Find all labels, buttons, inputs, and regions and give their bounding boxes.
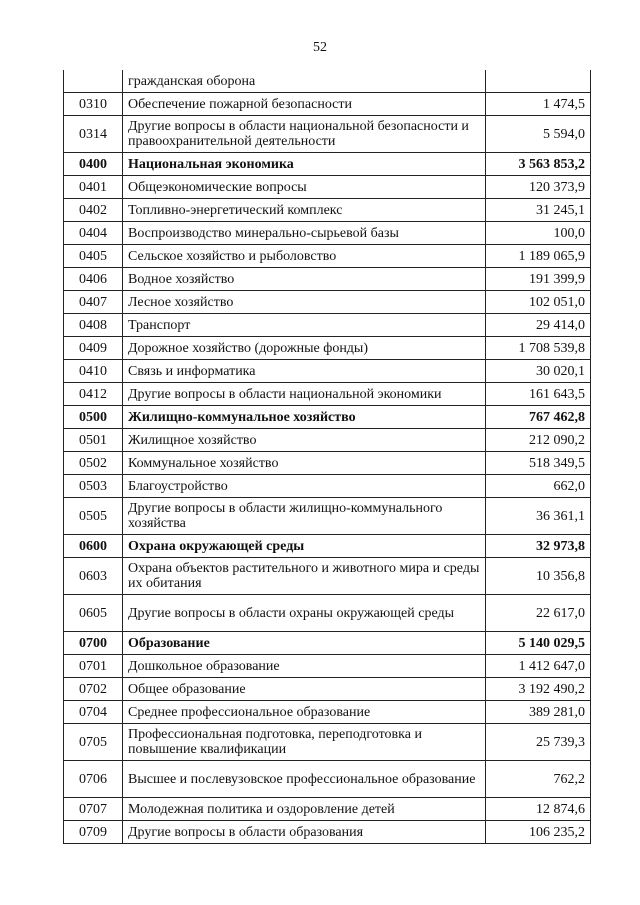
budget-code-cell: 0600: [64, 535, 123, 558]
budget-code-cell: 0603: [64, 558, 123, 595]
expense-name-cell: Сельское хозяйство и рыболовство: [123, 245, 486, 268]
budget-code-cell: 0401: [64, 176, 123, 199]
table-row: [64, 701, 591, 724]
amount-cell: 100,0: [486, 222, 591, 245]
amount-cell: 191 399,9: [486, 268, 591, 291]
budget-code-cell: [64, 70, 123, 93]
table-row: [64, 724, 591, 761]
budget-table: [63, 70, 591, 844]
amount-cell: 212 090,2: [486, 429, 591, 452]
amount-cell: 662,0: [486, 475, 591, 498]
expense-name-cell: Высшее и послевузовское профессиональное образование: [123, 761, 486, 798]
amount-cell: 161 643,5: [486, 383, 591, 406]
table-row: [64, 360, 591, 383]
table-row: [64, 291, 591, 314]
expense-name-cell: Жилищно-коммунальное хозяйство: [123, 406, 486, 429]
budget-code-cell: 0605: [64, 595, 123, 632]
expense-name-cell: Национальная экономика: [123, 153, 486, 176]
expense-name-cell: Связь и информатика: [123, 360, 486, 383]
budget-code-cell: 0408: [64, 314, 123, 337]
amount-cell: 102 051,0: [486, 291, 591, 314]
table-row: [64, 314, 591, 337]
amount-cell: 12 874,6: [486, 798, 591, 821]
amount-cell: 29 414,0: [486, 314, 591, 337]
budget-code-cell: 0702: [64, 678, 123, 701]
amount-cell: 22 617,0: [486, 595, 591, 632]
table-row: [64, 595, 591, 632]
amount-cell: 5 140 029,5: [486, 632, 591, 655]
amount-cell: 1 189 065,9: [486, 245, 591, 268]
budget-code-cell: 0502: [64, 452, 123, 475]
budget-code-cell: 0410: [64, 360, 123, 383]
budget-code-cell: 0501: [64, 429, 123, 452]
amount-cell: 1 708 539,8: [486, 337, 591, 360]
table-row: [64, 268, 591, 291]
table-row: [64, 176, 591, 199]
section-row: [64, 632, 591, 655]
expense-name-cell: Обеспечение пожарной безопасности: [123, 93, 486, 116]
budget-code-cell: 0407: [64, 291, 123, 314]
budget-code-cell: 0707: [64, 798, 123, 821]
budget-code-cell: 0310: [64, 93, 123, 116]
budget-table-body: [64, 70, 591, 844]
amount-cell: 120 373,9: [486, 176, 591, 199]
budget-code-cell: 0314: [64, 116, 123, 153]
amount-cell: 31 245,1: [486, 199, 591, 222]
table-row: [64, 199, 591, 222]
budget-code-cell: 0709: [64, 821, 123, 844]
budget-code-cell: 0402: [64, 199, 123, 222]
table-row: [64, 655, 591, 678]
table-row: [64, 761, 591, 798]
amount-cell: 32 973,8: [486, 535, 591, 558]
amount-cell: 3 192 490,2: [486, 678, 591, 701]
budget-code-cell: 0400: [64, 153, 123, 176]
amount-cell: 106 235,2: [486, 821, 591, 844]
amount-cell: [486, 70, 591, 93]
expense-name-cell: Другие вопросы в области жилищно-коммунального хозяйства: [123, 498, 486, 535]
page-number: 52: [313, 40, 327, 55]
budget-code-cell: 0500: [64, 406, 123, 429]
amount-cell: 767 462,8: [486, 406, 591, 429]
expense-name-cell: Молодежная политика и оздоровление детей: [123, 798, 486, 821]
table-row: [64, 93, 591, 116]
amount-cell: 36 361,1: [486, 498, 591, 535]
amount-cell: 389 281,0: [486, 701, 591, 724]
table-row: [64, 383, 591, 406]
budget-code-cell: 0412: [64, 383, 123, 406]
amount-cell: 10 356,8: [486, 558, 591, 595]
amount-cell: 5 594,0: [486, 116, 591, 153]
expense-name-cell: Коммунальное хозяйство: [123, 452, 486, 475]
expense-name-cell: Образование: [123, 632, 486, 655]
expense-name-cell: Воспроизводство минерально-сырьевой базы: [123, 222, 486, 245]
expense-name-cell: Охрана окружающей среды: [123, 535, 486, 558]
budget-code-cell: 0705: [64, 724, 123, 761]
table-row: [64, 798, 591, 821]
table-row: [64, 337, 591, 360]
expense-name-cell: Другие вопросы в области национальной безопасности и правоохранительной деятельности: [123, 116, 486, 153]
table-row: [64, 475, 591, 498]
expense-name-cell: Благоустройство: [123, 475, 486, 498]
budget-code-cell: 0405: [64, 245, 123, 268]
section-row: [64, 535, 591, 558]
budget-code-cell: 0706: [64, 761, 123, 798]
expense-name-cell: Общее образование: [123, 678, 486, 701]
expense-name-cell: Охрана объектов растительного и животного мира и среды их обитания: [123, 558, 486, 595]
budget-code-cell: 0409: [64, 337, 123, 360]
expense-name-cell: Дорожное хозяйство (дорожные фонды): [123, 337, 486, 360]
table-row: [64, 222, 591, 245]
amount-cell: 25 739,3: [486, 724, 591, 761]
expense-name-cell: Профессиональная подготовка, переподготовка и повышение квалификации: [123, 724, 486, 761]
expense-name-cell: Другие вопросы в области образования: [123, 821, 486, 844]
expense-name-cell: Среднее профессиональное образование: [123, 701, 486, 724]
budget-code-cell: 0406: [64, 268, 123, 291]
budget-code-cell: 0404: [64, 222, 123, 245]
expense-name-cell: Другие вопросы в области охраны окружающей среды: [123, 595, 486, 632]
table-row: [64, 498, 591, 535]
expense-name-cell: Лесное хозяйство: [123, 291, 486, 314]
amount-cell: 518 349,5: [486, 452, 591, 475]
amount-cell: 762,2: [486, 761, 591, 798]
amount-cell: 30 020,1: [486, 360, 591, 383]
section-row: [64, 153, 591, 176]
amount-cell: 3 563 853,2: [486, 153, 591, 176]
expense-name-cell: Общеэкономические вопросы: [123, 176, 486, 199]
table-row: [64, 245, 591, 268]
expense-name-cell: Водное хозяйство: [123, 268, 486, 291]
budget-code-cell: 0701: [64, 655, 123, 678]
table-row: [64, 678, 591, 701]
budget-code-cell: 0700: [64, 632, 123, 655]
table-row: [64, 821, 591, 844]
table-row: [64, 429, 591, 452]
table-row: [64, 558, 591, 595]
amount-cell: 1 474,5: [486, 93, 591, 116]
budget-code-cell: 0505: [64, 498, 123, 535]
budget-code-cell: 0503: [64, 475, 123, 498]
expense-name-cell: Жилищное хозяйство: [123, 429, 486, 452]
section-row: [64, 406, 591, 429]
table-row: [64, 70, 591, 93]
expense-name-cell: Другие вопросы в области национальной экономики: [123, 383, 486, 406]
table-row: [64, 116, 591, 153]
budget-code-cell: 0704: [64, 701, 123, 724]
amount-cell: 1 412 647,0: [486, 655, 591, 678]
expense-name-cell: Дошкольное образование: [123, 655, 486, 678]
expense-name-cell: Транспорт: [123, 314, 486, 337]
expense-name-cell: Топливно-энергетический комплекс: [123, 199, 486, 222]
expense-name-cell: гражданская оборона: [123, 70, 486, 93]
table-row: [64, 452, 591, 475]
